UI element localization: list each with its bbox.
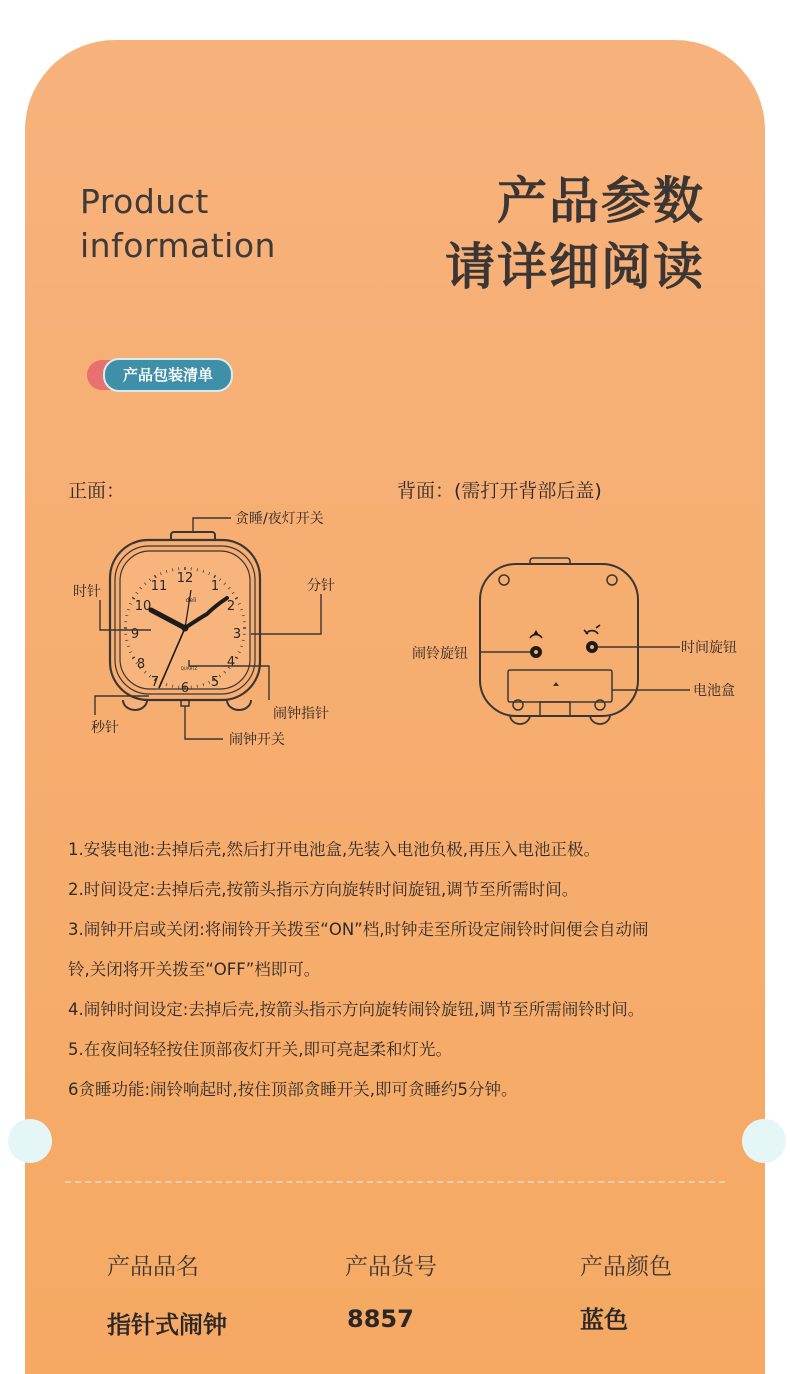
callout-alarm-switch: 闹钟开关 [229, 732, 285, 748]
chinese-title-line-2: 请详细阅读 [445, 238, 705, 296]
front-clock-diagram [55, 510, 385, 750]
spec-value-number: 8857 [347, 1305, 414, 1333]
callout-hour-hand: 时针 [73, 584, 101, 600]
back-clock-diagram [380, 550, 750, 750]
quartz-print: QUARTZ [180, 666, 198, 671]
callout-battery-box: 电池盒 [693, 683, 735, 699]
dial-number-9: 9 [130, 627, 140, 642]
section-tag-label: 产品包装清单 [103, 358, 233, 392]
spec-value-name: 指针式闹钟 [107, 1311, 227, 1339]
instruction-step-3-cont: 铃,关闭将开关拨至“OFF”档即可。 [68, 960, 321, 979]
dial-number-7: 7 [150, 675, 160, 690]
section-tag [87, 358, 247, 390]
instruction-step-4: 4.闹钟时间设定:去掉后壳,按箭头指示方向旋转闹铃旋钮,调节至所需闹铃时间。 [68, 1000, 645, 1019]
back-view-label: 背面：(需打开背部后盖) [397, 480, 602, 502]
callout-alarm-hand: 闹钟指针 [273, 706, 329, 722]
callout-alarm-knob: 闹铃旋钮 [412, 646, 468, 662]
callout-time-knob: 时间旋钮 [681, 640, 737, 656]
instruction-step-1: 1.安装电池:去掉后壳,然后打开电池盒,先装入电池负极,再压入电池正极。 [68, 840, 601, 859]
english-title [80, 180, 276, 268]
dial-number-5: 5 [210, 675, 220, 690]
instruction-step-3: 3.闹钟开启或关闭:将闹铃开关拨至“ON”档,时钟走至所设定闹铃时间便会自动闹 [68, 920, 649, 939]
callout-snooze-switch: 贪睡/夜灯开关 [235, 511, 324, 527]
callout-second-hand: 秒针 [91, 720, 119, 736]
brand-logo-text: deli [185, 597, 197, 604]
spec-value-color: 蓝色 [580, 1306, 628, 1334]
dial-number-8: 8 [136, 657, 146, 672]
dial-number-11: 11 [150, 579, 168, 594]
english-title-line-1: Product [80, 182, 209, 221]
info-card [25, 40, 765, 1374]
dial-number-4: 4 [226, 655, 236, 670]
instruction-list [68, 830, 748, 1110]
dial-number-1: 1 [210, 579, 220, 594]
dial-number-3: 3 [232, 627, 242, 642]
chinese-title-line-1: 产品参数 [497, 172, 705, 230]
instruction-step-2: 2.时间设定:去掉后壳,按箭头指示方向旋转时间旋钮,调节至所需时间。 [68, 880, 579, 899]
chinese-title [445, 168, 705, 300]
spec-heading-name: 产品品名 [107, 1254, 199, 1280]
dial-number-10: 10 [134, 599, 152, 614]
front-view-label: 正面： [68, 480, 126, 502]
divider-dot-right [742, 1119, 786, 1163]
instruction-step-6: 6贪睡功能:闹铃响起时,按住顶部贪睡开关,即可贪睡约5分钟。 [68, 1080, 518, 1099]
dial-number-12: 12 [176, 571, 194, 586]
dial-number-2: 2 [226, 599, 236, 614]
dial-number-6: 6 [180, 681, 190, 696]
spec-heading-number: 产品货号 [345, 1254, 437, 1280]
callout-minute-hand: 分针 [307, 578, 335, 594]
dashed-divider [65, 1181, 725, 1183]
instruction-step-5: 5.在夜间轻轻按住顶部夜灯开关,即可亮起柔和灯光。 [68, 1040, 452, 1059]
divider-dot-left [8, 1119, 52, 1163]
english-title-line-2: information [80, 226, 276, 265]
spec-heading-color: 产品颜色 [580, 1254, 672, 1280]
